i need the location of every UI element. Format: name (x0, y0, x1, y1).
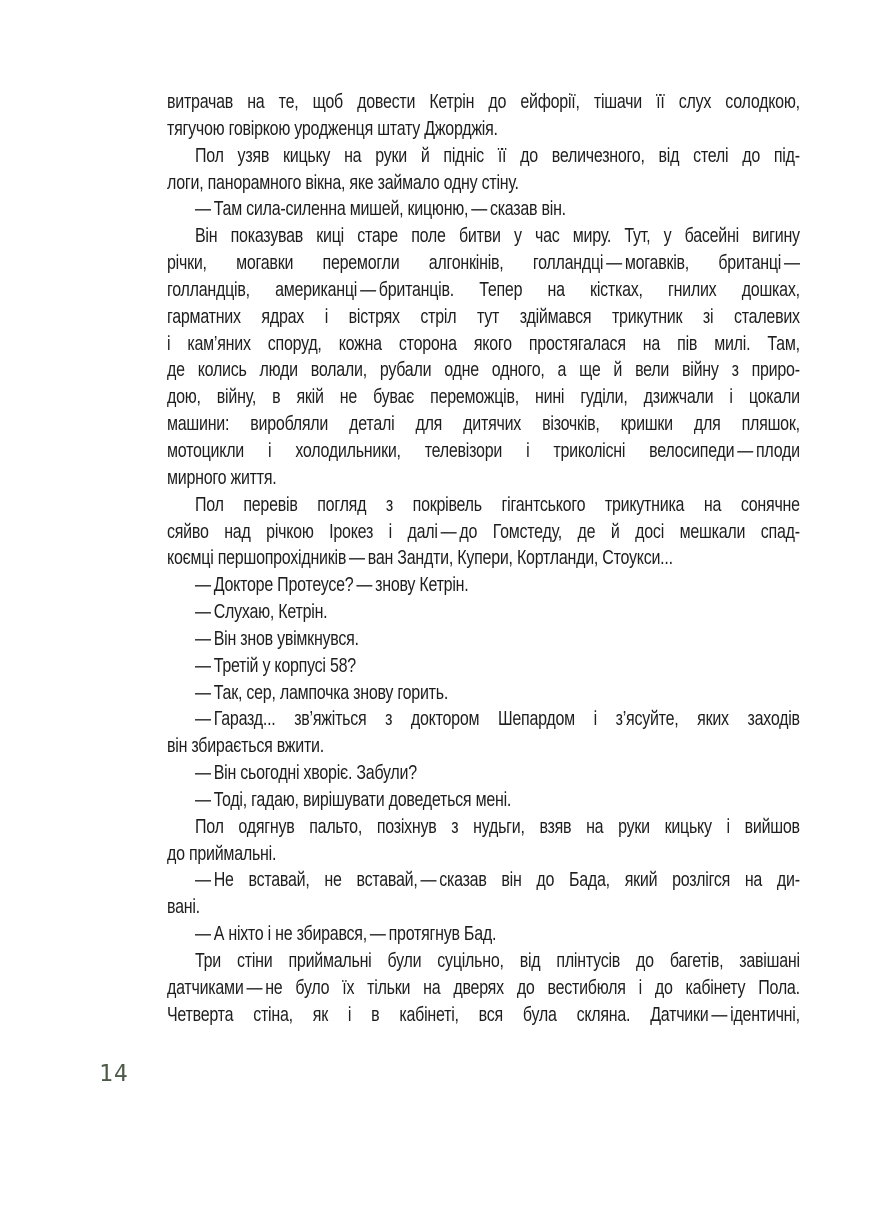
text-line: мотоцикли і холодильники, телевізори і триколісні велосипеди — плоди (167, 439, 800, 462)
text-line: і кам’яних споруд, кожна сторона якого простягалася на пів милі. Там, (167, 332, 800, 355)
text-line: Три стіни приймальні були суцільно, від плінтусів до багетів, завішані (195, 950, 800, 972)
text-line: витрачав на те, щоб довести Кетрін до ейфорії, тішачи її слух солодкою, (167, 91, 800, 113)
paragraph (167, 223, 800, 491)
paragraph (167, 680, 800, 707)
page-number: 14 (99, 1061, 129, 1087)
text-line: — Слухаю, Кетрін. (195, 601, 328, 624)
paragraph (167, 921, 800, 948)
text-line: Він показував киці старе поле битви у час миру. Тут, у басейні вигину (195, 225, 800, 248)
paragraph (167, 787, 800, 814)
text-line: голландців, американці — британців. Тепер на кістках, гнилих дошках, (167, 278, 800, 301)
paragraph (167, 492, 800, 573)
text-line: логи, панорамного вікна, яке займало одну стіну. (167, 171, 519, 194)
page-text (167, 89, 800, 1029)
text-line: Пол одягнув пальто, позіхнув з нудьги, взяв на руки кицьку і вийшов (195, 815, 800, 838)
text-line: — Третій у корпусі 58? (195, 654, 356, 677)
paragraph (167, 143, 800, 197)
paragraph (167, 626, 800, 653)
text-line: — Він сьогодні хворіє. Забули? (195, 762, 417, 785)
paragraph (167, 706, 800, 760)
text-line: — Тоді, гадаю, вирішувати доведеться мені. (195, 788, 512, 811)
paragraph (167, 599, 800, 626)
text-line: — Гаразд... зв’яжіться з доктором Шепардом і з’ясуйте, яких заходів (195, 708, 800, 731)
text-line: гарматних ядрах і вістрях стріл тут здіймався трикутник зі сталевих (167, 305, 800, 328)
paragraph (167, 572, 800, 599)
text-line: машини: виробляли деталі для дитячих візочків, кришки для пляшок, (167, 413, 800, 436)
text-line: де колись люди волали, рубали одне одного, а ще й вели війну з приро- (167, 359, 800, 382)
text-line: — Не вставай, не вставай, — сказав він до Бада, який розлігся на ди- (195, 869, 800, 892)
text-line: дою, війну, в якій не буває переможців, нині гуділи, дзижчали і цокали (167, 386, 800, 409)
text-line: Пол перевів погляд з покрівель гігантського трикутника на сонячне (195, 493, 800, 516)
text-line: — А ніхто і не збирався, — протягнув Бад. (195, 923, 497, 946)
text-line: — Докторе Протеусе? — знову Кетрін. (195, 574, 469, 597)
text-line: сяйво над річкою Ірокез і далі — до Гомстеду, де й досі мешкали спад- (167, 520, 800, 543)
text-line: — Там сила-силенна мишей, кицюню, — сказав він. (195, 198, 566, 221)
paragraph (167, 948, 800, 1029)
text-line: — Так, сер, лампочка знову горить. (195, 681, 449, 704)
paragraph (167, 867, 800, 921)
text-line: річки, могавки перемогли алгонкінів, голландці — могавків, британці — (167, 252, 800, 275)
text-line: він збирається вжити. (167, 735, 324, 758)
text-line: коємці першопрохідників — ван Зандти, Купери, Кортланди, Стоукси... (167, 547, 673, 570)
paragraph (167, 196, 800, 223)
paragraph (167, 760, 800, 787)
text-line: мирного життя. (167, 466, 277, 489)
text-line: вані. (167, 896, 200, 919)
text-line: датчиками — не було їх тільки на дверях до вестибюля і до кабінету Пола. (167, 976, 800, 999)
paragraph (167, 814, 800, 868)
paragraph (167, 89, 800, 143)
paragraph (167, 653, 800, 680)
text-line: тягучою говіркою уродженця штату Джорджія. (167, 117, 498, 140)
text-line: Пол узяв кицьку на руки й підніс її до величезного, від стелі до під- (195, 144, 800, 167)
text-line: до приймальні. (167, 842, 277, 865)
text-line: Четверта стіна, як і в кабінеті, вся була скляна. Датчики — ідентичні, (167, 1003, 800, 1026)
text-line: — Він знов увімкнувся. (195, 627, 359, 650)
